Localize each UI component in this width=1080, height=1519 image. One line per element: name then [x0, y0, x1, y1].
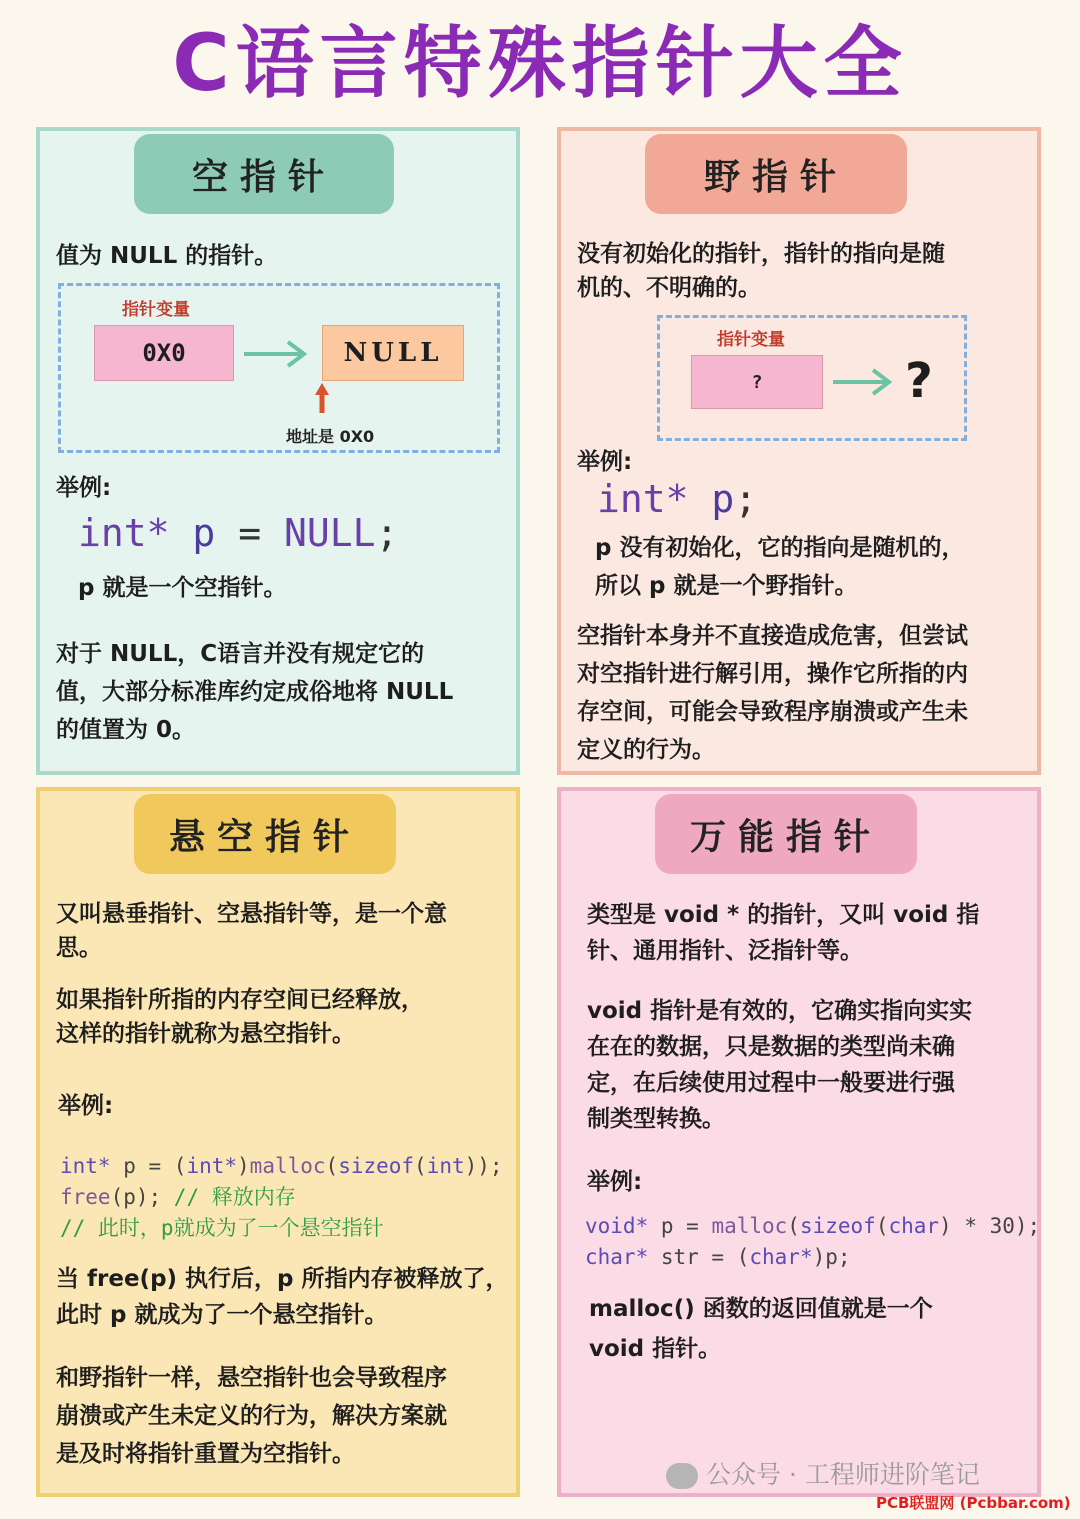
footer-line: 崩溃或产生未定义的行为，解决方案就 [56, 1403, 447, 1429]
code-line [60, 1182, 503, 1213]
footer-line: 对于 NULL，C语言并没有规定它的 [56, 641, 425, 667]
pointer-variable-label: 指针变量 [122, 300, 190, 320]
wild-pointer-panel [557, 127, 1041, 775]
right-arrow-icon [829, 365, 897, 399]
code-token: int [426, 1154, 465, 1178]
example-label: 举例: [58, 1093, 114, 1119]
null-pointer-desc: 值为 NULL 的指针。 [56, 243, 278, 269]
code-type: int* [597, 477, 689, 521]
code-token: int* [60, 1154, 111, 1178]
desc-line: 机的、不明确的。 [577, 275, 761, 301]
pointer-value-box: ? [691, 355, 823, 409]
desc-line: 又叫悬垂指针、空悬指针等，是一个意 [56, 901, 447, 927]
desc-line: 在在的数据，只是数据的类型尚未确 [587, 1034, 955, 1060]
code-note: p 就是一个空指针。 [78, 575, 287, 601]
null-pointer-panel [36, 127, 520, 775]
code-var: p [192, 511, 216, 555]
note-line: 所以 p 就是一个野指针。 [595, 573, 858, 599]
desc-line: 思。 [56, 935, 102, 961]
code-token: )); [464, 1154, 503, 1178]
code-token: char* [749, 1245, 813, 1269]
code-token: ( [787, 1214, 800, 1238]
code-token: ( [875, 1214, 889, 1238]
code-token: p = [648, 1214, 712, 1238]
note-line: void 指针。 [589, 1336, 722, 1362]
wild-pointer-desc [577, 237, 945, 305]
code-token: malloc [711, 1214, 788, 1238]
code-token: int* [186, 1154, 238, 1178]
code-eq: = [238, 511, 262, 555]
page-title: C语言特殊指针大全 [172, 19, 908, 109]
code-token: char* [585, 1245, 649, 1269]
dangling-pointer-panel [36, 787, 520, 1497]
null-pointer-header: 空指针 [134, 134, 394, 214]
code-semi: ; [375, 511, 399, 555]
desc-line: 针、通用指针、泛指针等。 [587, 938, 863, 964]
code-token: )p; [812, 1245, 851, 1269]
void-pointer-note [589, 1289, 933, 1369]
dangling-pointer-footer [56, 1359, 447, 1473]
code-token: ( [325, 1154, 339, 1178]
footer-line: 和野指针一样，悬空指针也会导致程序 [56, 1365, 447, 1391]
note-line: 此时 p 就成为了一个悬空指针。 [56, 1302, 388, 1328]
void-pointer-desc [587, 897, 979, 969]
footer-line: 是及时将指针重置为空指针。 [56, 1441, 355, 1467]
null-target-box: NULL [322, 325, 464, 381]
void-pointer-panel [557, 787, 1041, 1497]
unknown-target-mark: ? [905, 353, 933, 409]
void-pointer-detail [587, 993, 972, 1137]
code-token: ) [237, 1154, 250, 1178]
watermark-text: 公众号 · 工程师进阶笔记 [706, 1460, 980, 1489]
desc-line: 类型是 void * 的指针，又叫 void 指 [587, 902, 980, 928]
wild-pointer-header: 野指针 [645, 134, 907, 214]
desc-line: 定，在后续使用过程中一般要进行强 [587, 1070, 955, 1096]
note-line: 当 free(p) 执行后，p 所指内存被释放了， [56, 1266, 509, 1292]
code-token: void* [585, 1214, 649, 1238]
code-semi: ; [734, 477, 758, 521]
wechat-icon [666, 1463, 698, 1489]
wild-pointer-footer [577, 617, 968, 769]
up-arrow-icon [314, 381, 330, 415]
address-label: 地址是 0X0 [286, 427, 375, 446]
code-comment: // 此时，p就成为了一个悬空指针 [60, 1216, 384, 1240]
note-line: malloc() 函数的返回值就是一个 [589, 1296, 933, 1322]
code-line [585, 1211, 1040, 1242]
desc-line: 这样的指针就称为悬空指针。 [56, 1021, 355, 1047]
footer-line: 空指针本身并不直接造成危害，但尝试 [577, 623, 968, 649]
footer-line: 对空指针进行解引用，操作它所指的内 [577, 661, 968, 687]
desc-line: 如果指针所指的内存空间已经释放， [56, 987, 424, 1013]
void-pointer-header: 万能指针 [655, 794, 917, 874]
footer-line: 定义的行为。 [577, 737, 715, 763]
code-snippet [585, 1211, 1040, 1273]
code-var: p [711, 477, 735, 521]
code-token: free [60, 1185, 111, 1209]
code-token: sizeof [799, 1214, 876, 1238]
dangling-pointer-definition [56, 983, 424, 1051]
pointer-variable-label: 指针变量 [717, 330, 785, 350]
code-token: str = ( [648, 1245, 750, 1269]
pointer-value-box: 0X0 [94, 325, 234, 381]
code-token: char [888, 1214, 940, 1238]
right-arrow-icon [240, 337, 312, 371]
code-line [60, 1151, 503, 1182]
code-snippet [60, 1151, 503, 1244]
footer-line: 的值置为 0。 [56, 717, 196, 743]
desc-line: 制类型转换。 [587, 1106, 725, 1132]
footer-line: 存空间，可能会导致程序崩溃或产生未 [577, 699, 968, 725]
example-label: 举例: [587, 1169, 643, 1195]
code-snippet [597, 477, 757, 521]
code-token: (p); [110, 1185, 174, 1209]
example-label: 举例: [56, 475, 112, 501]
code-token: ( [414, 1154, 427, 1178]
desc-line: 没有初始化的指针，指针的指向是随 [577, 241, 945, 267]
note-line: p 没有初始化，它的指向是随机的， [595, 535, 965, 561]
code-token: malloc [249, 1154, 326, 1178]
example-label: 举例: [577, 449, 633, 475]
code-comment: // 释放内存 [173, 1185, 296, 1209]
code-line [585, 1242, 1040, 1273]
dangling-pointer-header: 悬空指针 [134, 794, 396, 874]
desc-line: void 指针是有效的，它确实指向实实 [587, 998, 973, 1024]
code-token: sizeof [338, 1154, 415, 1178]
code-snippet [78, 511, 398, 555]
code-note [595, 529, 964, 605]
watermark [666, 1455, 980, 1491]
footer-line: 值，大部分标准库约定成俗地将 NULL [56, 679, 454, 705]
code-token: p = ( [110, 1154, 187, 1178]
code-type: int* [78, 511, 170, 555]
dangling-pointer-desc [56, 897, 447, 965]
code-token: ) * 30); [939, 1214, 1041, 1238]
null-pointer-footer [56, 635, 453, 749]
code-value: NULL [283, 511, 376, 555]
dangling-pointer-note [56, 1261, 509, 1333]
site-credit: PCB联盟网 (Pcbbar.com) [876, 1494, 1071, 1512]
